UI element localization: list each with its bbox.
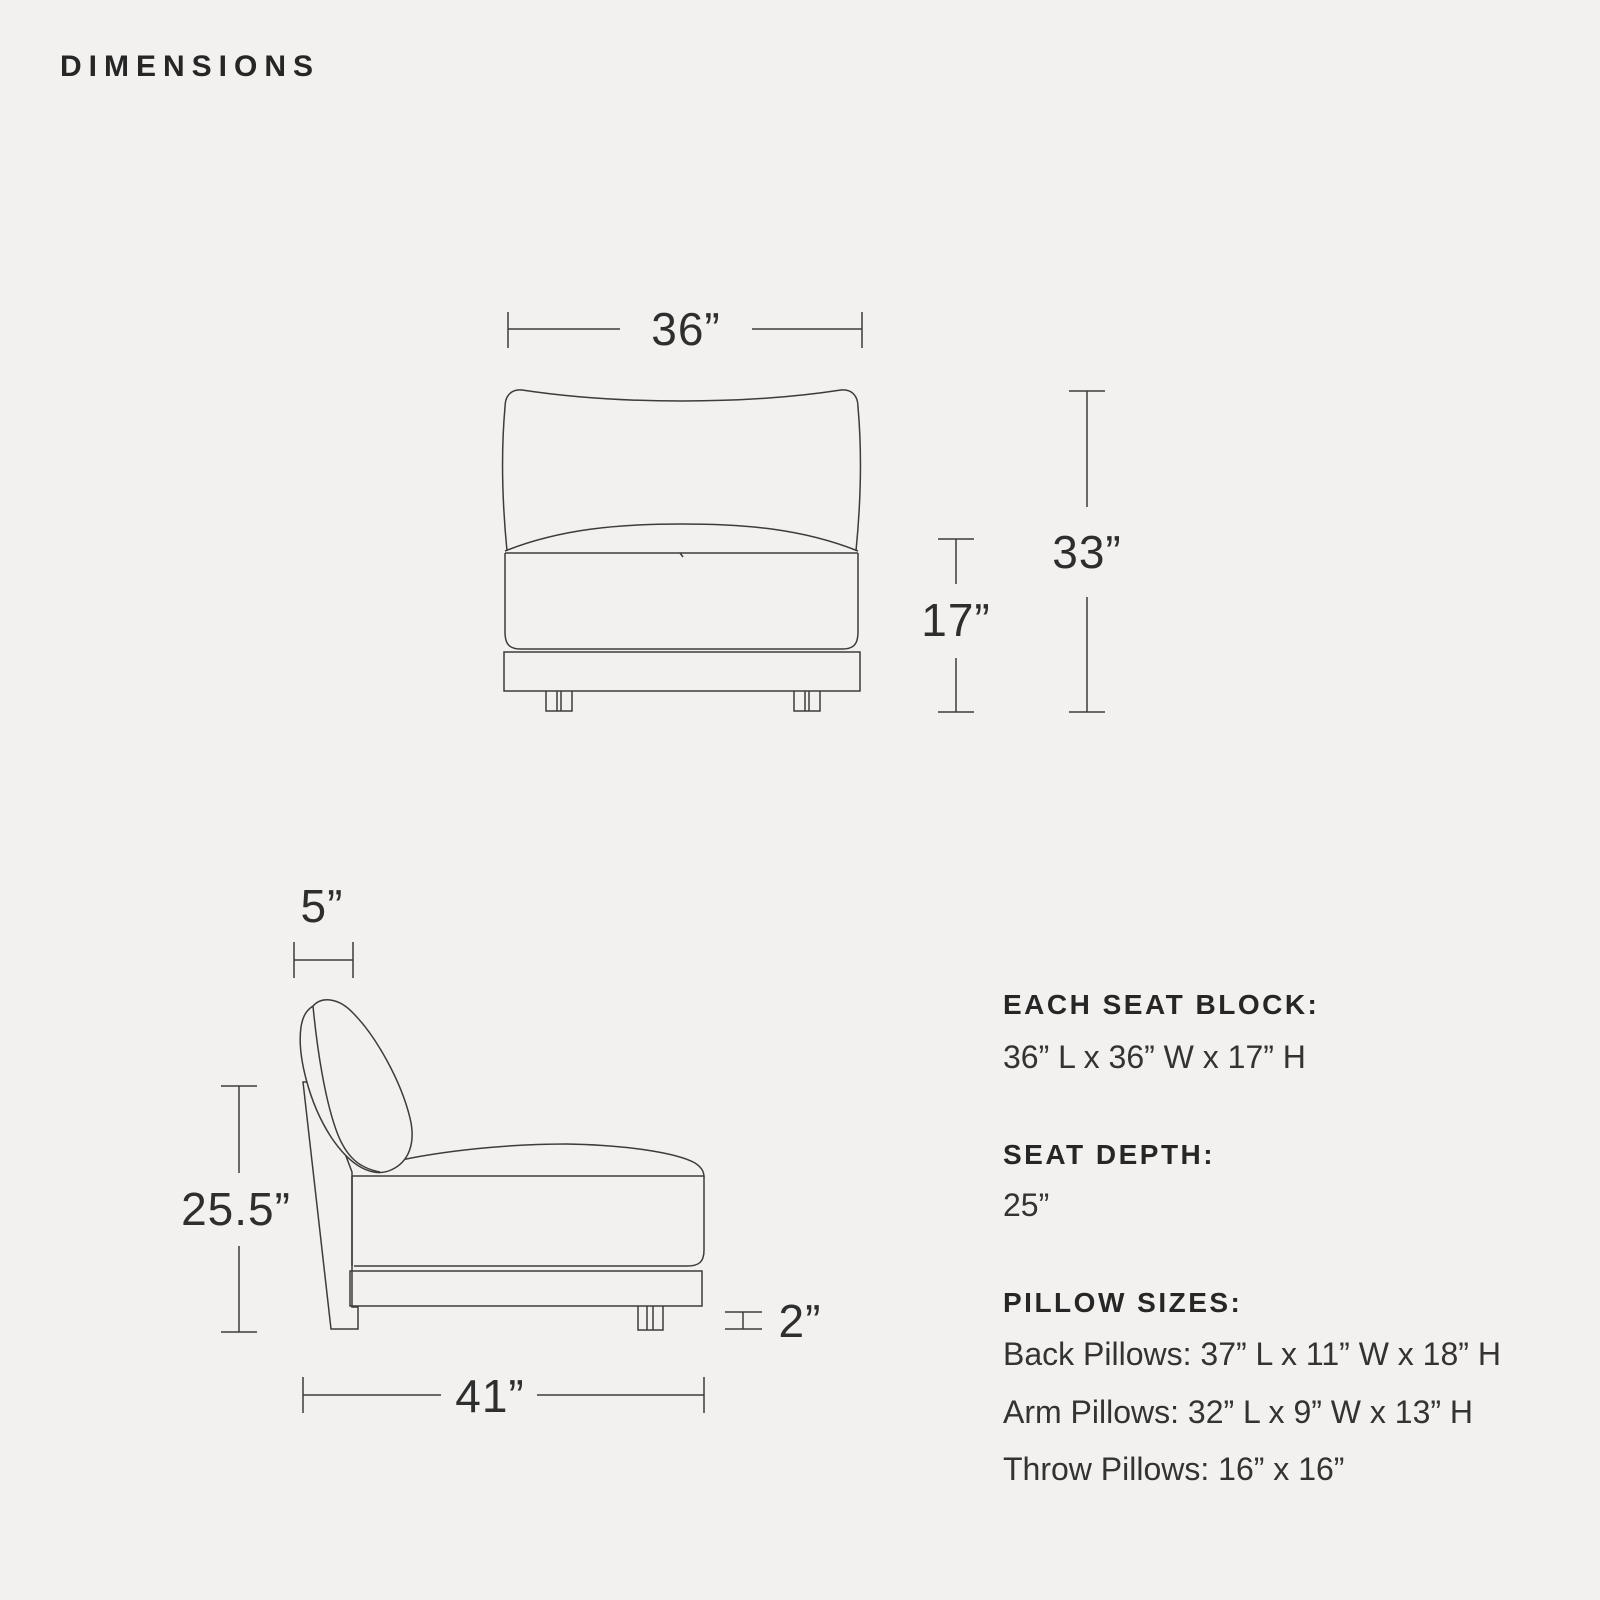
front-back-cushion-outline <box>503 390 861 551</box>
pillow-sizes-arm: Arm Pillows: 32” L x 9” W x 13” H <box>1003 1394 1474 1430</box>
front-seat-cushion-arc <box>505 524 858 551</box>
side-seat-box-outline <box>352 1176 704 1266</box>
front-left-leg <box>546 691 572 711</box>
seat-block-value: 36” L x 36” W x 17” H <box>1003 1039 1306 1075</box>
front-seat-box-outline <box>505 553 858 649</box>
front-view-drawing <box>503 312 1105 712</box>
front-total-height-label: 33” <box>1052 526 1122 578</box>
side-leg-height-dimension-line <box>725 1312 762 1329</box>
side-height-label: 25.5” <box>181 1183 291 1235</box>
seat-block-heading: EACH SEAT BLOCK: <box>1003 989 1320 1020</box>
side-view-drawing <box>221 942 762 1413</box>
pillow-sizes-heading: PILLOW SIZES: <box>1003 1287 1243 1318</box>
side-front-leg <box>638 1306 663 1330</box>
front-plinth-outline <box>504 652 860 691</box>
front-right-leg <box>794 691 820 711</box>
side-depth-label: 41” <box>455 1370 525 1422</box>
side-back-width-label: 5” <box>300 880 344 932</box>
side-plinth-outline <box>350 1271 702 1306</box>
side-back-width-dimension-line <box>294 942 353 978</box>
front-seat-height-label: 17” <box>921 594 991 646</box>
page-title: DIMENSIONS <box>60 50 321 83</box>
side-seat-cushion-curve <box>392 1144 704 1177</box>
seat-depth-heading: SEAT DEPTH: <box>1003 1139 1216 1170</box>
side-leg-height-label: 2” <box>778 1295 822 1347</box>
pillow-sizes-back: Back Pillows: 37” L x 11” W x 18” H <box>1003 1336 1501 1372</box>
pillow-sizes-throw: Throw Pillows: 16” x 16” <box>1003 1451 1345 1487</box>
side-back-pillow <box>300 1000 412 1173</box>
front-width-label: 36” <box>651 303 721 355</box>
seat-depth-value: 25” <box>1003 1187 1050 1223</box>
